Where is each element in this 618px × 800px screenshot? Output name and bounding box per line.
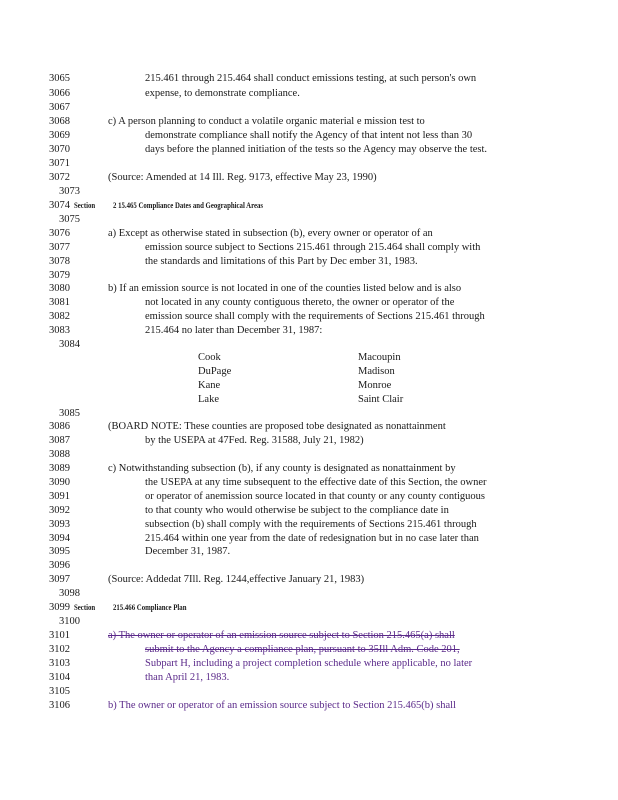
deleted-text-line: submit to the Agency a compliance plan, pursuant to 35Ill Adm. Code 201,	[145, 644, 460, 655]
line-number: 3077	[49, 242, 70, 253]
section-label: Section	[74, 201, 96, 210]
text-line: not located in any county contiguous thereto, the owner or operator of the	[145, 297, 455, 308]
text-line: b) The owner or operator of an emission source subject to Section 215.465(b) shall	[108, 700, 456, 711]
county-name: Saint Clair	[358, 394, 404, 405]
line-number: 3091	[49, 491, 70, 502]
line-number: 3092	[49, 505, 70, 516]
line-number: 3101	[49, 630, 70, 641]
line-number: 3095	[49, 546, 70, 557]
line-number: 3070	[49, 144, 70, 155]
text-line: 215.464 within one year from the date of redesignation but in no case later than	[145, 533, 479, 544]
text-line: 215.461 through 215.464 shall conduct emissions testing, at such person's own	[145, 73, 477, 84]
line-number: 3106	[49, 700, 70, 711]
line-number: 3088	[49, 449, 70, 460]
line-number: 3100	[59, 616, 80, 627]
line-number: 3073	[59, 186, 80, 197]
line-number: 3098	[59, 588, 80, 599]
text-line: b) If an emission source is not located in one of the counties listed below and is also	[108, 283, 462, 294]
section-heading: 2 15.465 Compliance Dates and Geographical Areas	[113, 201, 264, 210]
county-name: Kane	[198, 380, 221, 391]
line-number: 3093	[49, 519, 70, 530]
text-line: c) Notwithstanding subsection (b), if any county is designated as nonattainment by	[108, 463, 456, 474]
line-number: 3083	[49, 325, 70, 336]
text-line: than April 21, 1983.	[145, 672, 230, 683]
text-line: emission source shall comply with the requirements of Sections 215.461 through	[145, 311, 485, 322]
county-name: Cook	[198, 352, 221, 363]
section-heading: 215.466 Compliance Plan	[113, 603, 187, 612]
text-line: a) Except as otherwise stated in subsection (b), every owner or operator of an	[108, 228, 433, 239]
text-line: emission source subject to Sections 215.461 through 215.464 shall comply with	[145, 242, 481, 253]
line-number: 3085	[59, 408, 80, 419]
text-line: demonstrate compliance shall notify the Agency of that intent not less than 30	[145, 130, 473, 141]
line-number: 3071	[49, 158, 70, 169]
line-number: 3094	[49, 533, 70, 544]
county-name: Madison	[358, 366, 395, 377]
line-number: 3066	[49, 88, 70, 99]
text-line: the USEPA at any time subsequent to the effective date of this Section, the owner	[145, 477, 487, 488]
text-line: days before the planned initiation of the tests so the Agency may observe the test.	[145, 144, 488, 155]
line-number: 3097	[49, 574, 70, 585]
line-number: 3079	[49, 270, 70, 281]
text-line: the standards and limitations of this Part by Dec ember 31, 1983.	[145, 256, 418, 267]
line-number: 3086	[49, 421, 70, 432]
line-number: 3065	[49, 73, 70, 84]
county-name: Macoupin	[358, 352, 401, 363]
line-number: 3069	[49, 130, 70, 141]
text-line: to that county who would otherwise be subject to the compliance date in	[145, 505, 449, 516]
line-number: 3082	[49, 311, 70, 322]
line-number: 3081	[49, 297, 70, 308]
text-line: Subpart H, including a project completion schedule where applicable, no later	[145, 658, 473, 669]
source-note: (Source: Addedat 7Ill. Reg. 1244,effective January 21, 1983)	[108, 574, 365, 585]
text-line: or operator of anemission source located in that county or any county contiguous	[145, 491, 485, 502]
line-number: 3089	[49, 463, 70, 474]
deleted-text-line: a) The owner or operator of an emission source subject to Section 215.465(a) shall	[108, 630, 455, 641]
line-number: 3076	[49, 228, 70, 239]
text-line: December 31, 1987.	[145, 546, 231, 557]
line-number: 3078	[49, 256, 70, 267]
text-line: c) A person planning to conduct a volatile organic material e mission test to	[108, 116, 425, 127]
line-number: 3102	[49, 644, 70, 655]
line-number: 3103	[49, 658, 70, 669]
line-number: 3084	[59, 339, 80, 350]
line-number: 3072	[49, 172, 70, 183]
line-number: 3080	[49, 283, 70, 294]
line-number: 3104	[49, 672, 70, 683]
line-number: 3067	[49, 102, 70, 113]
county-name: DuPage	[198, 366, 232, 377]
board-note: (BOARD NOTE: These counties are proposed tobe designated as nonattainment	[108, 421, 446, 432]
text-line: by the USEPA at 47Fed. Reg. 31588, July 21, 1982)	[145, 435, 364, 446]
text-line: 215.464 no later than December 31, 1987:	[145, 325, 323, 336]
line-number: 3068	[49, 116, 70, 127]
section-label: Section	[74, 603, 96, 612]
line-number: 3096	[49, 560, 70, 571]
line-number: 3075	[59, 214, 80, 225]
text-line: subsection (b) shall comply with the requirements of Sections 215.461 through	[145, 519, 477, 530]
county-name: Monroe	[358, 380, 392, 391]
county-name: Lake	[198, 394, 219, 405]
line-number: 3074	[49, 200, 70, 211]
text-line: expense, to demonstrate compliance.	[145, 88, 300, 99]
line-number: 3090	[49, 477, 70, 488]
source-note: (Source: Amended at 14 Ill. Reg. 9173, effective May 23, 1990)	[108, 172, 377, 183]
line-number: 3105	[49, 686, 70, 697]
line-number: 3099	[49, 602, 70, 613]
line-number: 3087	[49, 435, 70, 446]
